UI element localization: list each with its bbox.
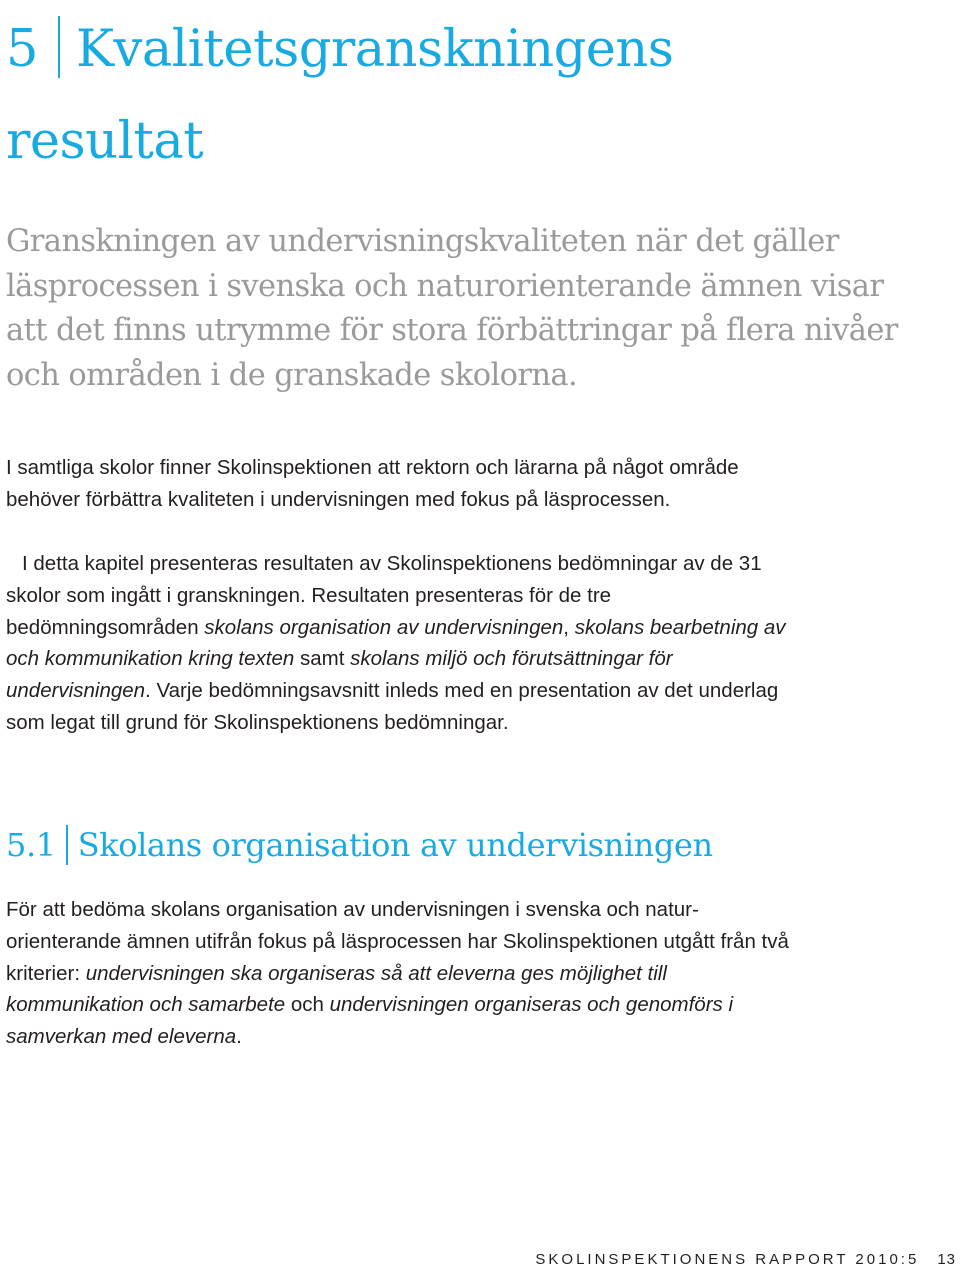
paragraph-text: . xyxy=(236,1025,242,1049)
paragraph-text: För att bedöma skolans organisation av undervisningen i svenska och naturorienterande ämnen utifrån fokus på läsprocessen har Skolinspektionen utgått från två kriterier: xyxy=(6,898,789,985)
body-paragraph-2 xyxy=(6,548,806,739)
body-paragraph-3 xyxy=(6,894,806,1053)
body-paragraph-1: I samtliga skolor finner Skolinspektionen att rektorn och lärarna på något område behöver förbättra kvaliteten i undervisningen med fokus på läsprocessen. xyxy=(6,456,739,511)
chapter-title-line1: Kvalitetsgranskningens xyxy=(75,20,674,79)
criterion-communication: undervisningen ska organiseras så att eleverna ges möjlighet till kommunikation och samarbete xyxy=(6,961,667,1017)
section-title xyxy=(6,820,713,870)
section-number: 5.1 xyxy=(6,826,56,864)
assessment-area-organisation: skolans organisation av undervisningen xyxy=(204,615,564,639)
report-name: SKOLINSPEKTIONENS RAPPORT 2010:5 xyxy=(535,1251,920,1268)
assessment-area-environment: skolans miljö och förutsättningar för undervisningen xyxy=(6,647,673,703)
chapter-title xyxy=(6,4,946,188)
chapter-title-line2: resultat xyxy=(6,112,204,171)
section-separator xyxy=(66,825,68,865)
paragraph-text: I detta kapitel presenteras resultaten av Skolinspektionens bedömningar av de 31 skolor som ingått i granskningen. Resultaten presenteras för de tre bedömningsområden xyxy=(6,552,762,639)
assessment-area-text-work: skolans bearbetning av och kommunikation kring texten xyxy=(6,615,786,671)
lead-paragraph: Granskningen av undervisningskvaliteten när det gäller läsprocessen i svenska och naturorienterande ämnen visar att det finns utrymme för stora förbättringar på flera nivåer och områden i de granskade skolorna. xyxy=(6,224,898,393)
page-number: 13 xyxy=(937,1251,956,1268)
paragraph-text: och xyxy=(285,993,330,1017)
paragraph-text: samt xyxy=(294,647,351,671)
paragraph-text: , xyxy=(563,615,575,639)
page-footer xyxy=(480,1251,956,1269)
criterion-collaboration: undervisningen organiseras och genomförs i samverkan med eleverna xyxy=(6,993,734,1049)
paragraph-text: . Varje bedömningsavsnitt inleds med en presentation av det underlag som legat till grund för Skolinspektionens bedömningar. xyxy=(6,679,779,734)
section-title-text: Skolans organisation av undervisningen xyxy=(77,826,713,864)
chapter-number: 5 xyxy=(6,20,38,79)
title-separator xyxy=(58,16,60,78)
